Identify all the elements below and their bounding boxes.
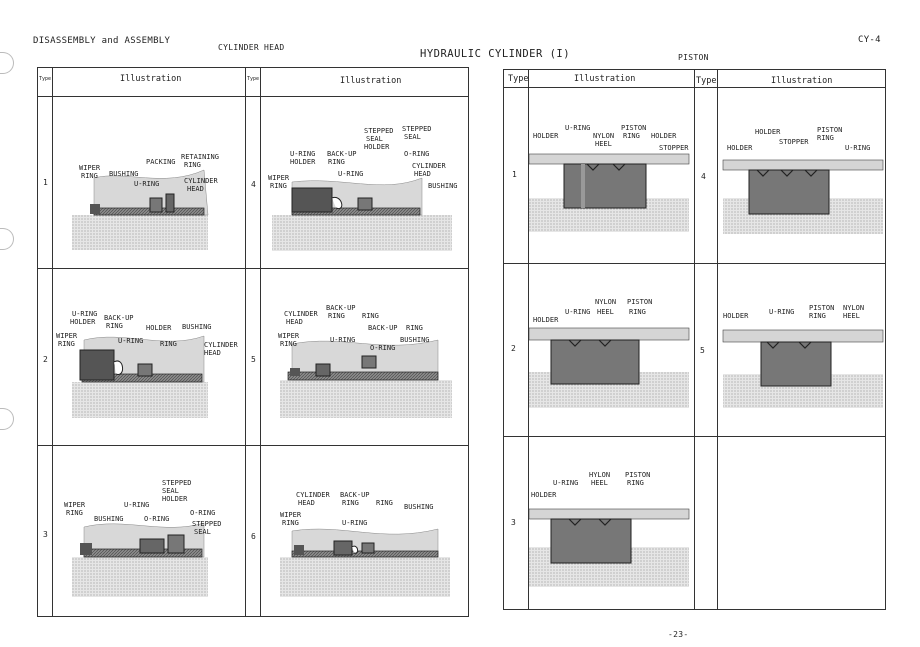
label: RING — [623, 132, 640, 140]
label: RING — [817, 134, 834, 142]
label: PISTON — [809, 304, 835, 312]
label: HEAD — [286, 318, 303, 326]
col-illustration-header: Illustration — [574, 74, 636, 84]
piston-illustration-type-4 — [719, 88, 885, 263]
col-illustration-header: Illustration — [120, 74, 182, 84]
label: BUSHING — [404, 503, 434, 511]
label: RING — [160, 340, 177, 348]
cylinder-head-illustration-type-1 — [54, 98, 244, 268]
label: RING — [184, 161, 201, 169]
piston-illustration-type-1 — [529, 88, 694, 263]
label: RING — [106, 322, 123, 330]
label: WIPER — [278, 332, 300, 340]
label: HYLON — [589, 471, 611, 479]
col-type-header: Type — [508, 74, 529, 84]
label: U-RING — [72, 310, 98, 318]
type-number: 1 — [43, 178, 48, 187]
label: CYLINDER — [184, 177, 218, 185]
label: BACK-UP — [104, 314, 134, 322]
cylinder-head-illustration-type-3 — [54, 447, 244, 615]
label: RING — [282, 519, 299, 527]
label: PISTON — [817, 126, 843, 134]
label: BACK-UP — [368, 324, 398, 332]
label: U-RING — [553, 479, 579, 487]
label: BUSHING — [400, 336, 430, 344]
label: RING — [627, 479, 644, 487]
label: CYLINDER — [204, 341, 238, 349]
label: HOLDER — [533, 132, 559, 140]
label: U-RING — [565, 308, 591, 316]
label: SEAL — [366, 135, 383, 143]
label: U-RING — [565, 124, 591, 132]
label: RING — [342, 499, 359, 507]
label: U-RING — [338, 170, 364, 178]
col-illustration-header: Illustration — [340, 76, 402, 86]
label: STOPPER — [779, 138, 809, 146]
col-type-header: Type — [696, 76, 717, 86]
label: CYLINDER — [296, 491, 330, 499]
piston-illustration-type-3 — [529, 437, 694, 609]
divider — [37, 96, 469, 97]
label: HOLDER — [723, 312, 749, 320]
label: SEAL — [404, 133, 421, 141]
label: HEEL — [591, 479, 608, 487]
page-code: CY-4 — [858, 35, 881, 45]
type-number: 3 — [511, 518, 516, 527]
divider — [245, 67, 246, 617]
label: PISTON — [627, 298, 653, 306]
piston-illustration-type-2 — [529, 264, 694, 436]
label: RING — [362, 312, 379, 320]
label: HOLDER — [727, 144, 753, 152]
label: BUSHING — [428, 182, 458, 190]
page-number: -23- — [668, 630, 689, 639]
piston-illustration-type-5 — [719, 264, 885, 436]
cylinder-head-illustration-type-4 — [262, 98, 468, 268]
label: WIPER — [64, 501, 86, 509]
label: RING — [66, 509, 83, 517]
label: NYLON — [593, 132, 615, 140]
label: RING — [58, 340, 75, 348]
label: HOLDER — [162, 495, 188, 503]
type-number: 4 — [251, 180, 256, 189]
label: U-RING — [330, 336, 356, 344]
label: HOLDER — [364, 143, 390, 151]
label: HOLDER — [755, 128, 781, 136]
label: U-RING — [845, 144, 871, 152]
label: RING — [376, 499, 393, 507]
label: O-RING — [404, 150, 430, 158]
label: HEAD — [414, 170, 431, 178]
label: HEEL — [843, 312, 860, 320]
type-number: 5 — [700, 346, 705, 355]
label: O-RING — [144, 515, 170, 523]
label: HOLDER — [290, 158, 316, 166]
type-number: 1 — [512, 170, 517, 179]
label: HEAD — [204, 349, 221, 357]
label: STEPPED — [402, 125, 432, 133]
binder-hole — [0, 408, 14, 430]
label: WIPER — [280, 511, 302, 519]
label: HOLDER — [146, 324, 172, 332]
col-type-header: Type — [247, 76, 260, 82]
label: O-RING — [370, 344, 396, 352]
cylinder-head-illustration-type-6 — [262, 447, 468, 615]
label: RING — [629, 308, 646, 316]
label: BACK-UP — [327, 150, 357, 158]
type-number: 4 — [701, 172, 706, 181]
label: RING — [406, 324, 423, 332]
label: HEEL — [597, 308, 614, 316]
divider — [694, 69, 695, 610]
label: RING — [328, 312, 345, 320]
binder-hole — [0, 228, 14, 250]
label: HEEL — [595, 140, 612, 148]
label: RETAINING — [181, 153, 219, 161]
label: SEAL — [194, 528, 211, 536]
label: RING — [280, 340, 297, 348]
label: BUSHING — [182, 323, 212, 331]
divider — [37, 445, 469, 446]
label: U-RING — [124, 501, 150, 509]
type-number: 2 — [511, 344, 516, 353]
label: HEAD — [187, 185, 204, 193]
label: RING — [81, 172, 98, 180]
label: NYLON — [843, 304, 865, 312]
label: BUSHING — [109, 170, 139, 178]
label: WIPER — [79, 164, 101, 172]
col-illustration-header: Illustration — [771, 76, 833, 86]
label: SEAL — [162, 487, 179, 495]
label: WIPER — [268, 174, 290, 182]
binder-hole — [0, 52, 14, 74]
label: BACK-UP — [326, 304, 356, 312]
divider — [37, 268, 469, 269]
label: U-RING — [342, 519, 368, 527]
label: STEPPED — [364, 127, 394, 135]
divider — [717, 69, 718, 610]
label: BACK-UP — [340, 491, 370, 499]
label: WIPER — [56, 332, 78, 340]
label: PISTON — [625, 471, 651, 479]
divider — [260, 67, 261, 617]
label: STOPPER — [659, 144, 689, 152]
label: HEAD — [298, 499, 315, 507]
subtitle-piston: PISTON — [678, 53, 709, 62]
label: CYLINDER — [284, 310, 318, 318]
label: U-RING — [134, 180, 160, 188]
col-type-header: Type — [39, 76, 52, 82]
type-number: 3 — [43, 530, 48, 539]
label: STEPPED — [192, 520, 222, 528]
section-title: DISASSEMBLY and ASSEMBLY — [33, 36, 171, 46]
label: HOLDER — [533, 316, 559, 324]
label: U-RING — [290, 150, 316, 158]
label: CYLINDER — [412, 162, 446, 170]
label: U-RING — [769, 308, 795, 316]
type-number: 5 — [251, 355, 256, 364]
label: NYLON — [595, 298, 617, 306]
label: PACKING — [146, 158, 176, 166]
label: PISTON — [621, 124, 647, 132]
label: STEPPED — [162, 479, 192, 487]
cylinder-head-illustration-type-2 — [54, 270, 244, 444]
label: BUSHING — [94, 515, 124, 523]
label: HOLDER — [651, 132, 677, 140]
label: RING — [328, 158, 345, 166]
cylinder-head-illustration-type-5 — [262, 270, 468, 444]
label: U-RING — [118, 337, 144, 345]
type-number: 6 — [251, 532, 256, 541]
label: RING — [809, 312, 826, 320]
label: HOLDER — [531, 491, 557, 499]
divider — [52, 67, 53, 617]
page-title: HYDRAULIC CYLINDER (I) — [420, 48, 571, 60]
type-number: 2 — [43, 355, 48, 364]
subtitle-cylinder-head: CYLINDER HEAD — [218, 43, 285, 52]
label: RING — [270, 182, 287, 190]
label: O-RING — [190, 509, 216, 517]
label: HOLDER — [70, 318, 96, 326]
